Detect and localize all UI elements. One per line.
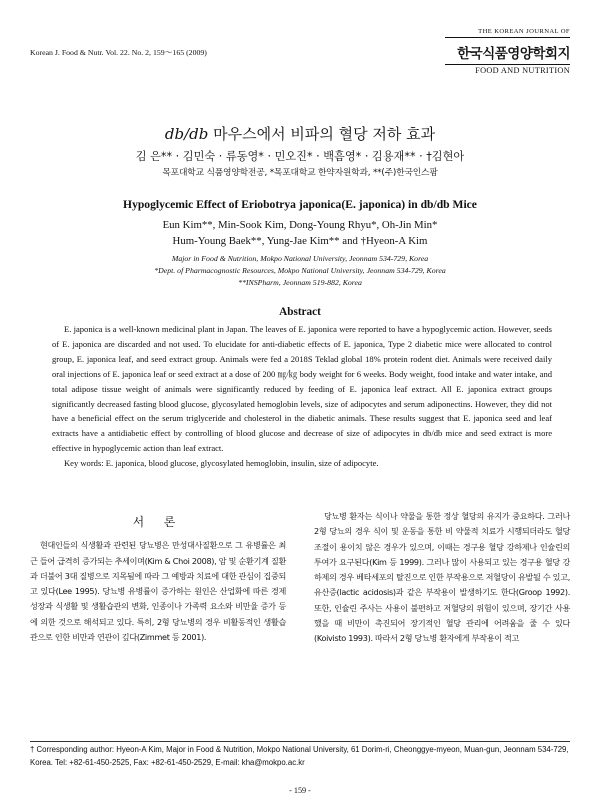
affiliation-2: *Dept. of Pharmacognostic Resources, Mokpo National University, Jeonnam 534-729, Korea <box>154 266 446 275</box>
korean-affiliation: 목포대학교 식품영양학전공, *목포대학교 한약자원학과, **(주)한국인스팜 <box>162 168 438 178</box>
journal-name-ko: 한국식품영양학회지 <box>457 46 570 62</box>
intro-left-column <box>30 515 286 645</box>
korean-title-rest: 마우스에서 비파의 혈당 저하 효과 <box>208 125 436 143</box>
abstract-heading: Abstract <box>279 306 321 318</box>
section-title: 서 론 <box>132 515 184 529</box>
intro-right-column <box>314 509 570 647</box>
korean-title <box>30 123 570 144</box>
intro-left-paragraph: 현대인들의 식생활과 관련된 당뇨병은 만성대사질환으로 그 유병률은 최근 들어 급격히 증가되는 추세이며(Kim & Choi 2008), 암 및 순환기계 질환과 더불어 3대 질병으로 지목됨에 따라 그 예방과 치료에 대한 관심이 집중되고 있다(Lee 1995). 당뇨병 유병률이 증가하는 원인은 산업화에 따른 경제 성장과 식생활 및 생활습관의 변화, 인종이나 가족력 요소와 비만율 증가 등에 의한 것으로 해석되고 있다. 특히, 2형 당뇨병의 경우 비활동적인 생활습관으로 인한 비만과 연관이 깊다(Zimmet 등 2001). <box>30 540 286 643</box>
journal-name-en-bottom: FOOD AND NUTRITION <box>445 64 570 75</box>
corresponding-author-footnote: † Corresponding author: Hyeon-A Kim, Major in Food & Nutrition, Mokpo National University, 61 Dorim-ri, Cheonggye-myeon, Muan-gun, Jeonnam 534-729, Korea. Tel: +82-61-450-2525, Fax: +82-61-450-2529, E-mail: kha@mokpo.ac.kr <box>30 745 569 767</box>
intro-right-paragraph: 당뇨병 환자는 식이나 약물을 통한 정상 혈당의 유지가 중요하다. 그러나 2형 당뇨의 경우 식이 및 운동을 통한 비 약물적 치료가 시행되더라도 혈당 조절이 용이치 않은 경우가 있으며, 이때는 경구용 혈당 강하제나 인슐린의 투여가 요구된다(Kim 등 1999). 그러나 많이 사용되고 있는 경구용 혈당 강하제의 경우 베타세포의 탈진으로 인한 부작용으로 저혈당이 유발될 수 있고, 유산증(lactic acidosis)과 같은 부작용이 발생하기도 한다(Groop 1992). 또한, 인슐린 주사는 사용이 불편하고 저혈당의 위험이 있으며, 장기간 사용했을 때 비만이 촉진되어 장기적인 혈당 관리에 어려움을 줄 수 있다(Koivisto 1993). 따라서 2형 당뇨병 환자에게 부작용이 적고 <box>314 511 570 644</box>
affiliation-3: **INSPharm, Jeonnam 519-882, Korea <box>238 278 362 287</box>
english-authors-line-2: Hum-Young Baek**, Yung-Jae Kim** and †Hyeon-A Kim <box>172 235 428 247</box>
english-authors-line-1: Eun Kim**, Min-Sook Kim, Dong-Young Rhyu*, Oh-Jin Min* <box>162 219 438 231</box>
journal-masthead <box>445 28 570 75</box>
footnote-divider <box>30 741 570 742</box>
abstract-body: E. japonica is a well-known medicinal plant in Japan. The leaves of E. japonica were reported to have a hypoglycemic action. However, seeds of E. japonica are discarded and not used. To elucidate for anti-diabetic effects of E. japonica, Type 2 diabetic mice were allocated to control group, E. japonica leaf, and seed extract group. Animals were fed a 2018S Teklad global 18% protein rodent diet. Animals were received daily oral injections of E. japonica leaf or seed extract at a dose of 200 ㎎/㎏ body weight for 6 weeks. Body weight, food intake and water intake, and total adipose tissue weight of animals were significantly reduced by feeding of E. japonica leaf extract. All E. japonica extract groups significantly decreased fasting blood glucose, glycosylated hemoglobin levels, size of adipocytes and serum adiponectins. However, they did not have a beneficial effect on the serum triglyceride and cholesterol in the diabetic animals. These results suggest that E. japonica seed and leaf extracts have a antidiabetic effect by controlling of blood glucose and decrease of size of adipocytes in db/db mice and seed extract is more effective in hypoglycemic action than leaf extract. <box>52 324 552 454</box>
korean-title-prefix: db/db <box>164 125 209 143</box>
abstract <box>52 322 552 471</box>
page-number: - 159 - <box>289 786 311 795</box>
affiliation-1: Major in Food & Nutrition, Mokpo National University, Jeonnam 534-729, Korea <box>171 254 429 263</box>
journal-citation: Korean J. Food & Nutr. Vol. 22. No. 2, 159～165 (2009) <box>30 48 207 57</box>
journal-name-en-top: THE KOREAN JOURNAL OF <box>445 28 570 38</box>
english-title: Hypoglycemic Effect of Eriobotrya japonica(E. japonica) in db/db Mice <box>123 198 477 211</box>
keywords: Key words: E. japonica, blood glucose, glycosylated hemoglobin, insulin, size of adipocyte. <box>64 458 379 469</box>
korean-authors: 김 은** · 김민숙 · 류동영* · 민오진* · 백흠영* · 김용재** · †김현아 <box>135 150 465 163</box>
